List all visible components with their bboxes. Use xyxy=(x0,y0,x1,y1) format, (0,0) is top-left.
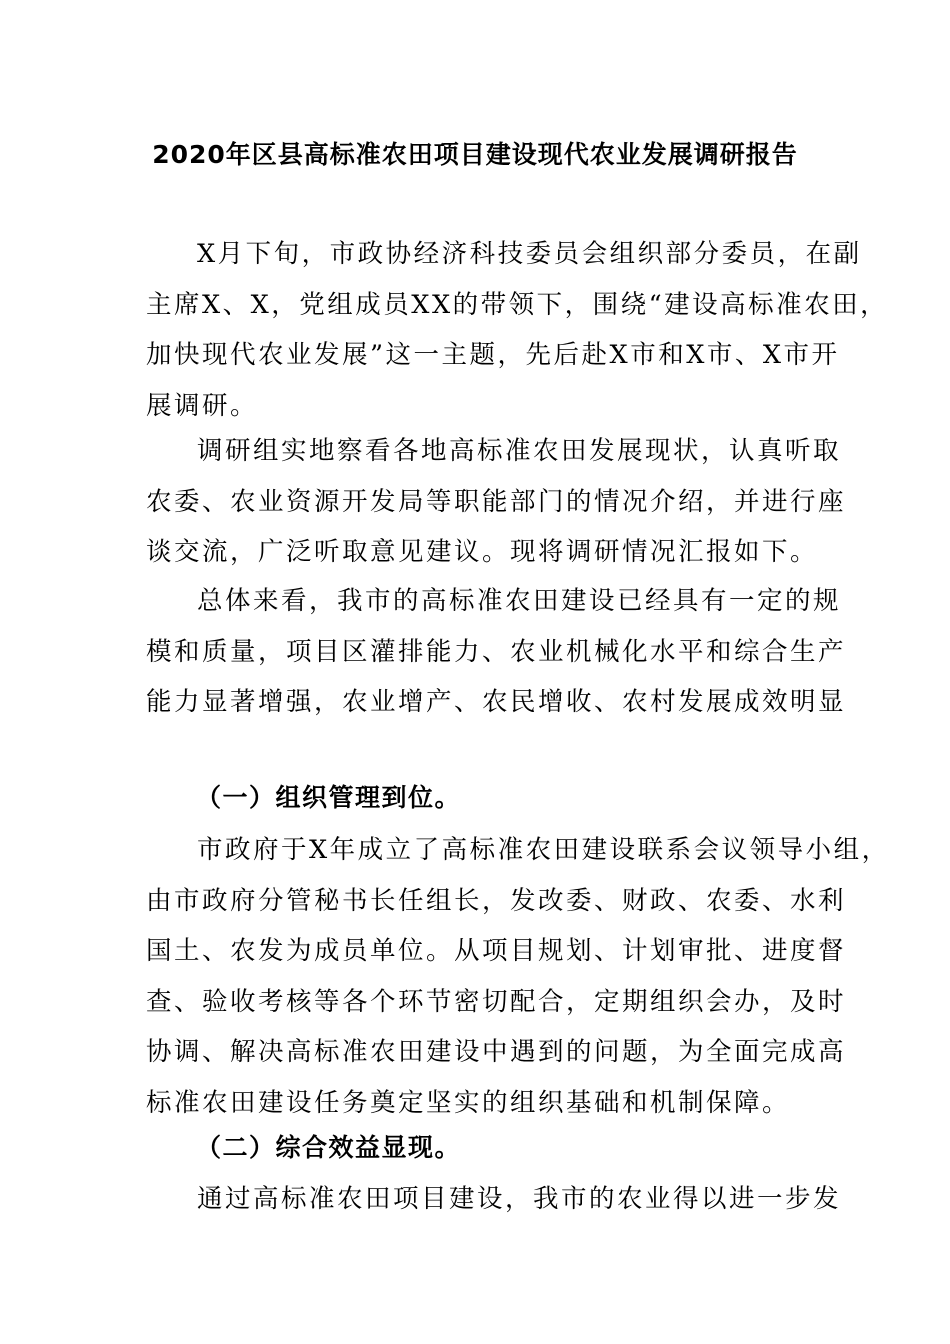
paragraph-line: 由市政府分管秘书长任组长，发改委、财政、农委、水利 xyxy=(146,885,847,916)
paragraph-line: 市政府于X年成立了高标准农田建设联系会议领导小组， xyxy=(197,835,890,865)
paragraph-line: 查、验收考核等各个环节密切配合，定期组织会办，及时 xyxy=(146,986,847,1017)
paragraph-line: 协调、解决高标准农田建设中遇到的问题，为全面完成高 xyxy=(146,1037,847,1067)
paragraph-line: 农委、农业资源开发局等职能部门的情况介绍，并进行座 xyxy=(146,486,847,517)
document-title: 2020年区县高标准农田项目建设现代农业发展调研报告 xyxy=(152,140,798,169)
paragraph-line: 展调研。 xyxy=(146,390,259,421)
paragraph-line: 加快现代农业发展”这一主题，先后赴X市和X市、X市开 xyxy=(146,340,840,370)
paragraph-line: 标准农田建设任务奠定坚实的组织基础和机制保障。 xyxy=(146,1087,791,1118)
section-heading-1: （一）组织管理到位。 xyxy=(196,783,462,812)
paragraph-line: X月下旬，市政协经济科技委员会组织部分委员，在副 xyxy=(197,239,862,269)
paragraph-organization xyxy=(146,825,890,1128)
paragraph-line: 通过高标准农田项目建设，我市的农业得以进一步发 xyxy=(197,1184,842,1214)
paragraph-line: 能力显著增强，农业增产、农民增收、农村发展成效明显 xyxy=(146,687,847,717)
paragraph-line: 主席X、X，党组成员XX的带领下，围绕“建设高标准农田， xyxy=(146,289,889,320)
paragraph-line: 谈交流，广泛听取意见建议。现将调研情况汇报如下。 xyxy=(146,537,819,567)
paragraph-benefits xyxy=(146,1174,842,1225)
paragraph-line: 模和质量，项目区灌排能力、农业机械化水平和综合生产 xyxy=(146,636,847,667)
paragraph-intro xyxy=(146,229,889,431)
paragraph-line: 总体来看，我市的高标准农田建设已经具有一定的规 xyxy=(197,586,842,616)
paragraph-line: 调研组实地察看各地高标准农田发展现状，认真听取 xyxy=(197,436,842,466)
paragraph-overview xyxy=(146,576,847,728)
paragraph-research xyxy=(146,426,847,578)
paragraph-line: 国土、农发为成员单位。从项目规划、计划审批、进度督 xyxy=(146,936,847,966)
section-heading-2: （二）综合效益显现。 xyxy=(196,1133,462,1162)
